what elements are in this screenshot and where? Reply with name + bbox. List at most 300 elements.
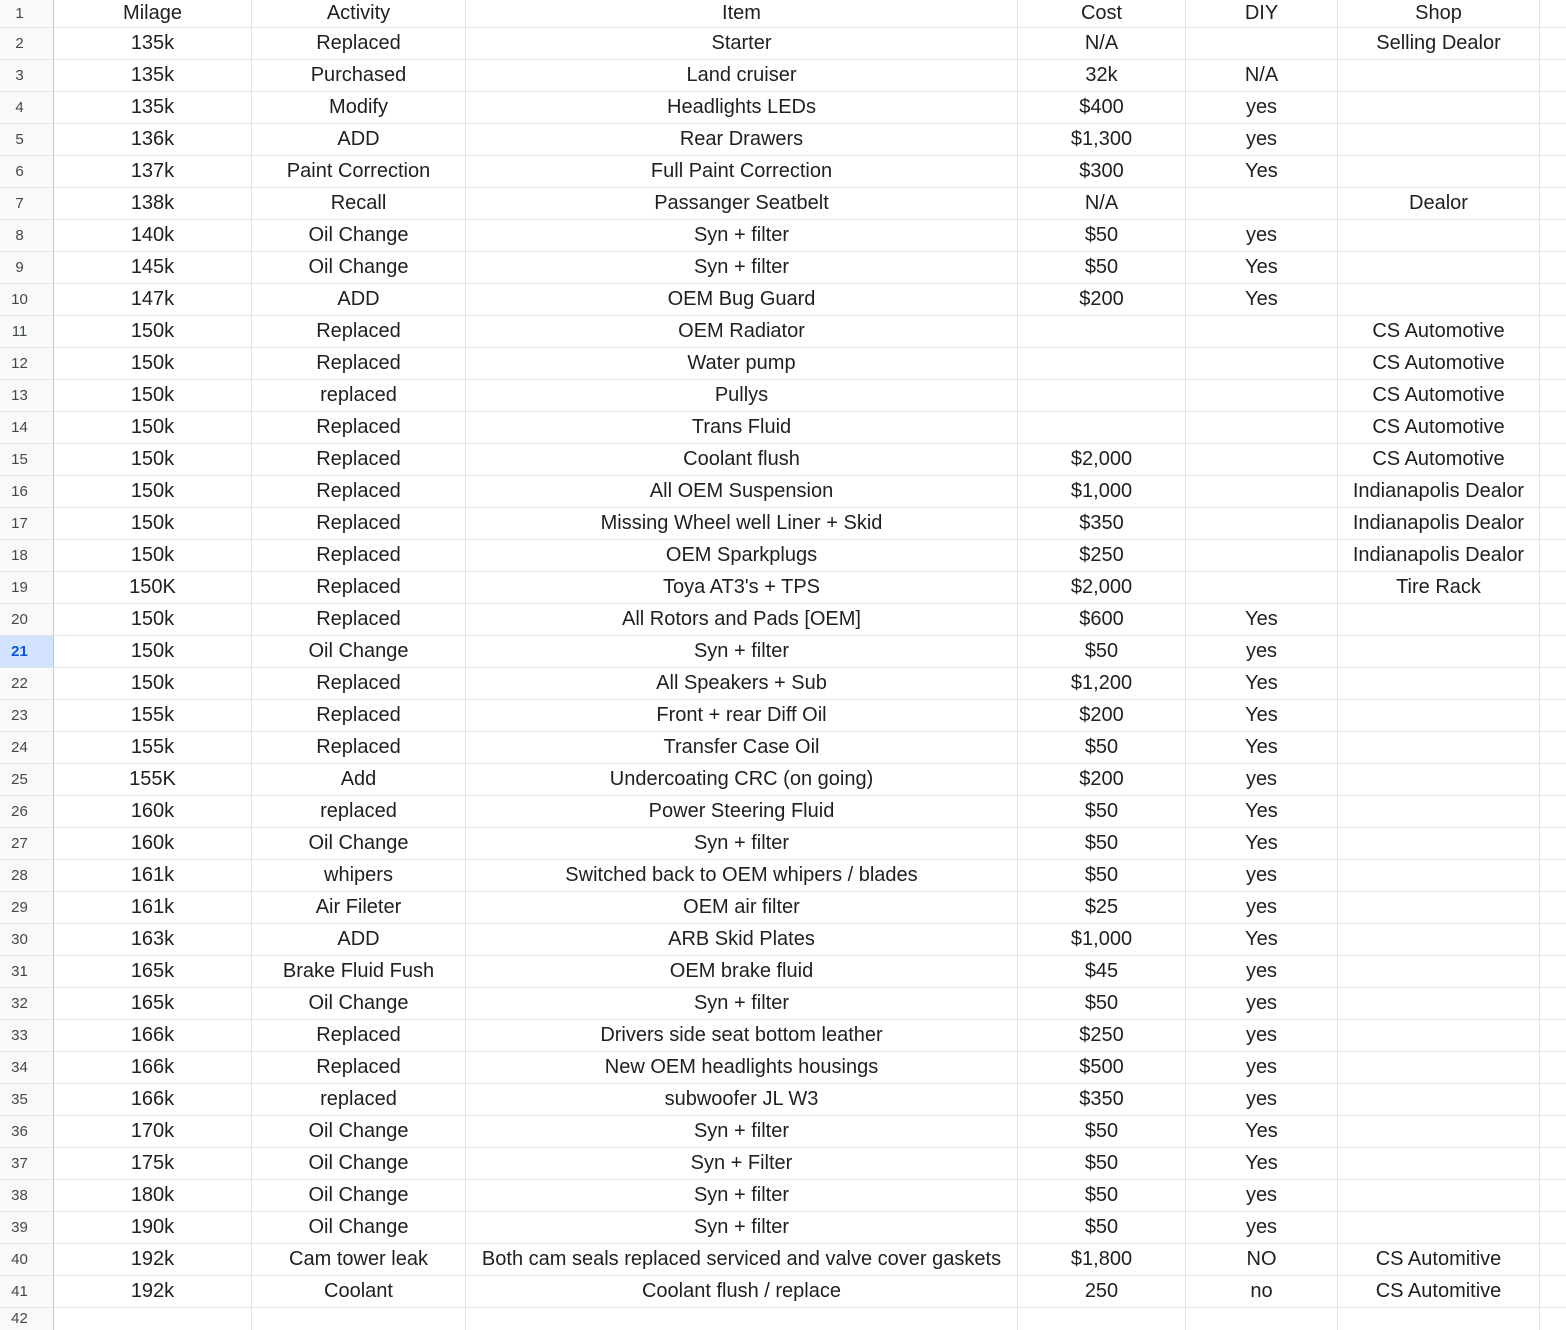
diy-cell[interactable] (1186, 476, 1338, 507)
activity-cell[interactable]: Replaced (252, 316, 466, 347)
empty-cell[interactable] (1540, 1084, 1566, 1115)
empty-cell[interactable] (1540, 476, 1566, 507)
diy-cell[interactable] (1186, 188, 1338, 219)
row-header[interactable]: 3 (0, 60, 54, 91)
milage-cell[interactable]: 150k (54, 444, 252, 475)
cost-cell[interactable]: $500 (1018, 1052, 1186, 1083)
row-header[interactable]: 11 (0, 316, 54, 347)
activity-cell[interactable]: replaced (252, 1084, 466, 1115)
row-header[interactable]: 26 (0, 796, 54, 827)
empty-cell[interactable] (1540, 380, 1566, 411)
milage-cell[interactable]: 150k (54, 380, 252, 411)
item-cell[interactable]: Toya AT3's + TPS (466, 572, 1018, 603)
shop-cell[interactable] (1338, 220, 1540, 251)
milage-cell[interactable]: 150k (54, 316, 252, 347)
empty-cell[interactable] (1540, 60, 1566, 91)
shop-cell[interactable] (1338, 828, 1540, 859)
diy-cell[interactable] (1186, 444, 1338, 475)
row-header[interactable]: 27 (0, 828, 54, 859)
empty-cell[interactable] (1540, 700, 1566, 731)
activity-cell[interactable]: Oil Change (252, 1212, 466, 1243)
diy-cell[interactable]: yes (1186, 956, 1338, 987)
row-header[interactable]: 32 (0, 988, 54, 1019)
cost-cell[interactable]: $400 (1018, 92, 1186, 123)
empty-cell[interactable] (1540, 1244, 1566, 1275)
activity-cell[interactable]: Oil Change (252, 1148, 466, 1179)
milage-cell[interactable]: 136k (54, 124, 252, 155)
cost-cell[interactable]: $45 (1018, 956, 1186, 987)
diy-cell[interactable]: yes (1186, 1020, 1338, 1051)
diy-cell[interactable]: Yes (1186, 284, 1338, 315)
row-header[interactable]: 20 (0, 604, 54, 635)
row-header[interactable]: 25 (0, 764, 54, 795)
milage-cell[interactable]: 150k (54, 476, 252, 507)
milage-cell[interactable]: 163k (54, 924, 252, 955)
shop-cell[interactable] (1338, 1052, 1540, 1083)
row-header[interactable]: 2 (0, 28, 54, 59)
shop-cell[interactable] (1338, 1308, 1540, 1330)
milage-cell[interactable]: 150k (54, 604, 252, 635)
milage-cell[interactable]: 165k (54, 988, 252, 1019)
item-cell[interactable]: Coolant flush / replace (466, 1276, 1018, 1307)
activity-cell[interactable]: Modify (252, 92, 466, 123)
milage-cell[interactable]: 165k (54, 956, 252, 987)
diy-cell[interactable]: yes (1186, 124, 1338, 155)
empty-cell[interactable] (1540, 508, 1566, 539)
shop-cell[interactable] (1338, 1148, 1540, 1179)
activity-cell[interactable]: Recall (252, 188, 466, 219)
item-cell[interactable]: Land cruiser (466, 60, 1018, 91)
cost-cell[interactable]: $50 (1018, 1180, 1186, 1211)
milage-cell[interactable]: 180k (54, 1180, 252, 1211)
row-header[interactable]: 7 (0, 188, 54, 219)
cost-cell[interactable]: $50 (1018, 220, 1186, 251)
cost-cell[interactable]: $25 (1018, 892, 1186, 923)
item-cell[interactable]: Trans Fluid (466, 412, 1018, 443)
milage-cell[interactable]: 147k (54, 284, 252, 315)
activity-cell[interactable]: Replaced (252, 412, 466, 443)
activity-cell[interactable]: Replaced (252, 1052, 466, 1083)
item-cell[interactable]: Syn + Filter (466, 1148, 1018, 1179)
activity-cell[interactable]: Replaced (252, 348, 466, 379)
empty-cell[interactable] (1540, 1212, 1566, 1243)
cost-cell[interactable] (1018, 412, 1186, 443)
header-cell-activity[interactable]: Activity (252, 0, 466, 27)
milage-cell[interactable]: 161k (54, 860, 252, 891)
cost-cell[interactable]: $50 (1018, 252, 1186, 283)
diy-cell[interactable]: Yes (1186, 156, 1338, 187)
diy-cell[interactable]: yes (1186, 892, 1338, 923)
item-cell[interactable]: Transfer Case Oil (466, 732, 1018, 763)
header-cell-shop[interactable]: Shop (1338, 0, 1540, 27)
shop-cell[interactable]: Indianapolis Dealor (1338, 540, 1540, 571)
milage-cell[interactable]: 190k (54, 1212, 252, 1243)
shop-cell[interactable] (1338, 764, 1540, 795)
diy-cell[interactable]: yes (1186, 220, 1338, 251)
row-header[interactable]: 30 (0, 924, 54, 955)
row-header[interactable]: 6 (0, 156, 54, 187)
cost-cell[interactable]: N/A (1018, 28, 1186, 59)
activity-cell[interactable]: Replaced (252, 476, 466, 507)
activity-cell[interactable]: Oil Change (252, 1116, 466, 1147)
item-cell[interactable]: Syn + filter (466, 220, 1018, 251)
milage-cell[interactable]: 150k (54, 636, 252, 667)
shop-cell[interactable] (1338, 892, 1540, 923)
activity-cell[interactable]: whipers (252, 860, 466, 891)
item-cell[interactable]: Missing Wheel well Liner + Skid (466, 508, 1018, 539)
empty-cell[interactable] (1540, 956, 1566, 987)
diy-cell[interactable]: Yes (1186, 252, 1338, 283)
cost-cell[interactable]: $200 (1018, 764, 1186, 795)
shop-cell[interactable] (1338, 604, 1540, 635)
shop-cell[interactable]: Indianapolis Dealor (1338, 508, 1540, 539)
diy-cell[interactable]: yes (1186, 860, 1338, 891)
empty-cell[interactable] (1540, 1276, 1566, 1307)
activity-cell[interactable]: Oil Change (252, 220, 466, 251)
item-cell[interactable]: subwoofer JL W3 (466, 1084, 1018, 1115)
diy-cell[interactable]: N/A (1186, 60, 1338, 91)
diy-cell[interactable]: Yes (1186, 796, 1338, 827)
activity-cell[interactable]: Paint Correction (252, 156, 466, 187)
diy-cell[interactable]: Yes (1186, 668, 1338, 699)
milage-cell[interactable]: 140k (54, 220, 252, 251)
milage-cell[interactable]: 138k (54, 188, 252, 219)
empty-cell[interactable] (1540, 764, 1566, 795)
shop-cell[interactable] (1338, 284, 1540, 315)
shop-cell[interactable]: CS Automitive (1338, 1244, 1540, 1275)
activity-cell[interactable] (252, 1308, 466, 1330)
shop-cell[interactable] (1338, 796, 1540, 827)
row-header[interactable]: 5 (0, 124, 54, 155)
row-header[interactable]: 31 (0, 956, 54, 987)
activity-cell[interactable]: Oil Change (252, 828, 466, 859)
cost-cell[interactable]: $1,800 (1018, 1244, 1186, 1275)
item-cell[interactable]: Syn + filter (466, 636, 1018, 667)
item-cell[interactable] (466, 1308, 1018, 1330)
activity-cell[interactable]: Coolant (252, 1276, 466, 1307)
item-cell[interactable]: Switched back to OEM whipers / blades (466, 860, 1018, 891)
empty-cell[interactable] (1540, 28, 1566, 59)
empty-cell[interactable] (1540, 92, 1566, 123)
row-header[interactable]: 42 (0, 1308, 54, 1330)
shop-cell[interactable]: Tire Rack (1338, 572, 1540, 603)
milage-cell[interactable]: 166k (54, 1020, 252, 1051)
diy-cell[interactable] (1186, 508, 1338, 539)
milage-cell[interactable]: 175k (54, 1148, 252, 1179)
diy-cell[interactable]: NO (1186, 1244, 1338, 1275)
activity-cell[interactable]: Replaced (252, 700, 466, 731)
milage-cell[interactable]: 150k (54, 540, 252, 571)
empty-cell[interactable] (1540, 796, 1566, 827)
diy-cell[interactable]: yes (1186, 764, 1338, 795)
milage-cell[interactable]: 161k (54, 892, 252, 923)
cost-cell[interactable]: $1,000 (1018, 476, 1186, 507)
activity-cell[interactable]: Replaced (252, 732, 466, 763)
shop-cell[interactable] (1338, 1212, 1540, 1243)
milage-cell[interactable]: 192k (54, 1244, 252, 1275)
activity-cell[interactable]: replaced (252, 380, 466, 411)
activity-cell[interactable]: Oil Change (252, 1180, 466, 1211)
activity-cell[interactable]: Replaced (252, 540, 466, 571)
row-header[interactable]: 17 (0, 508, 54, 539)
cost-cell[interactable]: $50 (1018, 636, 1186, 667)
row-header[interactable]: 1 (0, 0, 54, 27)
item-cell[interactable]: Pullys (466, 380, 1018, 411)
row-header[interactable]: 29 (0, 892, 54, 923)
activity-cell[interactable]: Air Fileter (252, 892, 466, 923)
empty-cell[interactable] (1540, 1180, 1566, 1211)
shop-cell[interactable] (1338, 860, 1540, 891)
diy-cell[interactable] (1186, 28, 1338, 59)
empty-cell[interactable] (1540, 540, 1566, 571)
row-header[interactable]: 8 (0, 220, 54, 251)
item-cell[interactable]: OEM brake fluid (466, 956, 1018, 987)
cost-cell[interactable]: $350 (1018, 1084, 1186, 1115)
item-cell[interactable]: Rear Drawers (466, 124, 1018, 155)
activity-cell[interactable]: Replaced (252, 604, 466, 635)
cost-cell[interactable]: $50 (1018, 1212, 1186, 1243)
cost-cell[interactable]: $50 (1018, 1116, 1186, 1147)
diy-cell[interactable] (1186, 572, 1338, 603)
item-cell[interactable]: All Speakers + Sub (466, 668, 1018, 699)
empty-cell[interactable] (1540, 1020, 1566, 1051)
item-cell[interactable]: Coolant flush (466, 444, 1018, 475)
diy-cell[interactable] (1186, 316, 1338, 347)
item-cell[interactable]: Syn + filter (466, 828, 1018, 859)
row-header[interactable]: 37 (0, 1148, 54, 1179)
shop-cell[interactable] (1338, 1180, 1540, 1211)
cost-cell[interactable]: $250 (1018, 1020, 1186, 1051)
diy-cell[interactable]: Yes (1186, 828, 1338, 859)
shop-cell[interactable]: Dealor (1338, 188, 1540, 219)
empty-cell[interactable] (1540, 156, 1566, 187)
shop-cell[interactable]: CS Automotive (1338, 444, 1540, 475)
row-header[interactable]: 21 (0, 636, 54, 667)
empty-cell[interactable] (1540, 1308, 1566, 1330)
shop-cell[interactable]: CS Automotive (1338, 348, 1540, 379)
activity-cell[interactable]: Add (252, 764, 466, 795)
empty-cell[interactable] (1540, 316, 1566, 347)
item-cell[interactable]: Syn + filter (466, 988, 1018, 1019)
row-header[interactable]: 9 (0, 252, 54, 283)
activity-cell[interactable]: ADD (252, 124, 466, 155)
milage-cell[interactable]: 150k (54, 412, 252, 443)
shop-cell[interactable] (1338, 988, 1540, 1019)
empty-cell[interactable] (1540, 828, 1566, 859)
milage-cell[interactable]: 137k (54, 156, 252, 187)
cost-cell[interactable] (1018, 380, 1186, 411)
row-header[interactable]: 18 (0, 540, 54, 571)
header-cell-item[interactable]: Item (466, 0, 1018, 27)
diy-cell[interactable] (1186, 380, 1338, 411)
diy-cell[interactable]: yes (1186, 1084, 1338, 1115)
empty-cell[interactable] (1540, 252, 1566, 283)
cost-cell[interactable] (1018, 1308, 1186, 1330)
item-cell[interactable]: Undercoating CRC (on going) (466, 764, 1018, 795)
activity-cell[interactable]: replaced (252, 796, 466, 827)
diy-cell[interactable] (1186, 540, 1338, 571)
shop-cell[interactable]: CS Automitive (1338, 1276, 1540, 1307)
cost-cell[interactable]: N/A (1018, 188, 1186, 219)
cost-cell[interactable] (1018, 316, 1186, 347)
milage-cell[interactable] (54, 1308, 252, 1330)
empty-cell[interactable] (1540, 0, 1566, 27)
shop-cell[interactable] (1338, 924, 1540, 955)
empty-cell[interactable] (1540, 1052, 1566, 1083)
item-cell[interactable]: OEM Radiator (466, 316, 1018, 347)
item-cell[interactable]: ARB Skid Plates (466, 924, 1018, 955)
shop-cell[interactable]: CS Automotive (1338, 316, 1540, 347)
activity-cell[interactable]: Replaced (252, 1020, 466, 1051)
item-cell[interactable]: Syn + filter (466, 1116, 1018, 1147)
diy-cell[interactable] (1186, 348, 1338, 379)
diy-cell[interactable]: Yes (1186, 1116, 1338, 1147)
row-header[interactable]: 14 (0, 412, 54, 443)
item-cell[interactable]: Syn + filter (466, 252, 1018, 283)
empty-cell[interactable] (1540, 668, 1566, 699)
item-cell[interactable]: Water pump (466, 348, 1018, 379)
item-cell[interactable]: Headlights LEDs (466, 92, 1018, 123)
empty-cell[interactable] (1540, 188, 1566, 219)
cost-cell[interactable]: $50 (1018, 732, 1186, 763)
empty-cell[interactable] (1540, 924, 1566, 955)
row-header[interactable]: 39 (0, 1212, 54, 1243)
shop-cell[interactable] (1338, 92, 1540, 123)
diy-cell[interactable] (1186, 1308, 1338, 1330)
activity-cell[interactable]: ADD (252, 924, 466, 955)
cost-cell[interactable]: $50 (1018, 796, 1186, 827)
diy-cell[interactable]: yes (1186, 636, 1338, 667)
activity-cell[interactable]: Purchased (252, 60, 466, 91)
shop-cell[interactable] (1338, 732, 1540, 763)
cost-cell[interactable]: $1,300 (1018, 124, 1186, 155)
diy-cell[interactable]: Yes (1186, 924, 1338, 955)
diy-cell[interactable]: yes (1186, 1052, 1338, 1083)
empty-cell[interactable] (1540, 1148, 1566, 1179)
row-header[interactable]: 16 (0, 476, 54, 507)
diy-cell[interactable]: yes (1186, 1212, 1338, 1243)
item-cell[interactable]: New OEM headlights housings (466, 1052, 1018, 1083)
cost-cell[interactable] (1018, 348, 1186, 379)
cost-cell[interactable]: $50 (1018, 828, 1186, 859)
activity-cell[interactable]: Brake Fluid Fush (252, 956, 466, 987)
activity-cell[interactable]: Replaced (252, 572, 466, 603)
row-header[interactable]: 12 (0, 348, 54, 379)
diy-cell[interactable]: yes (1186, 92, 1338, 123)
cost-cell[interactable]: 250 (1018, 1276, 1186, 1307)
diy-cell[interactable] (1186, 412, 1338, 443)
shop-cell[interactable] (1338, 956, 1540, 987)
cost-cell[interactable]: $300 (1018, 156, 1186, 187)
milage-cell[interactable]: 135k (54, 28, 252, 59)
milage-cell[interactable]: 155k (54, 700, 252, 731)
activity-cell[interactable]: Replaced (252, 508, 466, 539)
empty-cell[interactable] (1540, 412, 1566, 443)
item-cell[interactable]: OEM air filter (466, 892, 1018, 923)
empty-cell[interactable] (1540, 572, 1566, 603)
shop-cell[interactable]: CS Automotive (1338, 412, 1540, 443)
diy-cell[interactable]: Yes (1186, 1148, 1338, 1179)
shop-cell[interactable]: Selling Dealor (1338, 28, 1540, 59)
cost-cell[interactable]: $1,200 (1018, 668, 1186, 699)
activity-cell[interactable]: Oil Change (252, 252, 466, 283)
empty-cell[interactable] (1540, 348, 1566, 379)
item-cell[interactable]: Starter (466, 28, 1018, 59)
empty-cell[interactable] (1540, 604, 1566, 635)
item-cell[interactable]: All Rotors and Pads [OEM] (466, 604, 1018, 635)
shop-cell[interactable] (1338, 1116, 1540, 1147)
activity-cell[interactable]: ADD (252, 284, 466, 315)
item-cell[interactable]: All OEM Suspension (466, 476, 1018, 507)
row-header[interactable]: 13 (0, 380, 54, 411)
item-cell[interactable]: Front + rear Diff Oil (466, 700, 1018, 731)
diy-cell[interactable]: yes (1186, 988, 1338, 1019)
milage-cell[interactable]: 166k (54, 1084, 252, 1115)
row-header[interactable]: 33 (0, 1020, 54, 1051)
milage-cell[interactable]: 166k (54, 1052, 252, 1083)
shop-cell[interactable] (1338, 1084, 1540, 1115)
cost-cell[interactable]: $200 (1018, 284, 1186, 315)
diy-cell[interactable]: yes (1186, 1180, 1338, 1211)
shop-cell[interactable] (1338, 636, 1540, 667)
milage-cell[interactable]: 155K (54, 764, 252, 795)
milage-cell[interactable]: 170k (54, 1116, 252, 1147)
milage-cell[interactable]: 150K (54, 572, 252, 603)
row-header[interactable]: 41 (0, 1276, 54, 1307)
cost-cell[interactable]: $50 (1018, 988, 1186, 1019)
header-cell-cost[interactable]: Cost (1018, 0, 1186, 27)
item-cell[interactable]: Syn + filter (466, 1180, 1018, 1211)
item-cell[interactable]: Power Steering Fluid (466, 796, 1018, 827)
header-cell-diy[interactable]: DIY (1186, 0, 1338, 27)
row-header[interactable]: 19 (0, 572, 54, 603)
milage-cell[interactable]: 150k (54, 668, 252, 699)
row-header[interactable]: 38 (0, 1180, 54, 1211)
item-cell[interactable]: Full Paint Correction (466, 156, 1018, 187)
row-header[interactable]: 28 (0, 860, 54, 891)
item-cell[interactable]: OEM Sparkplugs (466, 540, 1018, 571)
cost-cell[interactable]: $250 (1018, 540, 1186, 571)
empty-cell[interactable] (1540, 892, 1566, 923)
empty-cell[interactable] (1540, 988, 1566, 1019)
milage-cell[interactable]: 160k (54, 796, 252, 827)
shop-cell[interactable] (1338, 156, 1540, 187)
cost-cell[interactable]: 32k (1018, 60, 1186, 91)
empty-cell[interactable] (1540, 220, 1566, 251)
milage-cell[interactable]: 150k (54, 508, 252, 539)
cost-cell[interactable]: $600 (1018, 604, 1186, 635)
cost-cell[interactable]: $2,000 (1018, 572, 1186, 603)
milage-cell[interactable]: 145k (54, 252, 252, 283)
shop-cell[interactable]: Indianapolis Dealor (1338, 476, 1540, 507)
row-header[interactable]: 40 (0, 1244, 54, 1275)
row-header[interactable]: 34 (0, 1052, 54, 1083)
row-header[interactable]: 4 (0, 92, 54, 123)
row-header[interactable]: 22 (0, 668, 54, 699)
cost-cell[interactable]: $2,000 (1018, 444, 1186, 475)
item-cell[interactable]: Drivers side seat bottom leather (466, 1020, 1018, 1051)
item-cell[interactable]: Both cam seals replaced serviced and valve cover gaskets (466, 1244, 1018, 1275)
empty-cell[interactable] (1540, 124, 1566, 155)
diy-cell[interactable]: no (1186, 1276, 1338, 1307)
item-cell[interactable]: Passanger Seatbelt (466, 188, 1018, 219)
shop-cell[interactable] (1338, 1020, 1540, 1051)
shop-cell[interactable] (1338, 700, 1540, 731)
activity-cell[interactable]: Replaced (252, 28, 466, 59)
shop-cell[interactable]: CS Automotive (1338, 380, 1540, 411)
cost-cell[interactable]: $50 (1018, 860, 1186, 891)
shop-cell[interactable] (1338, 252, 1540, 283)
